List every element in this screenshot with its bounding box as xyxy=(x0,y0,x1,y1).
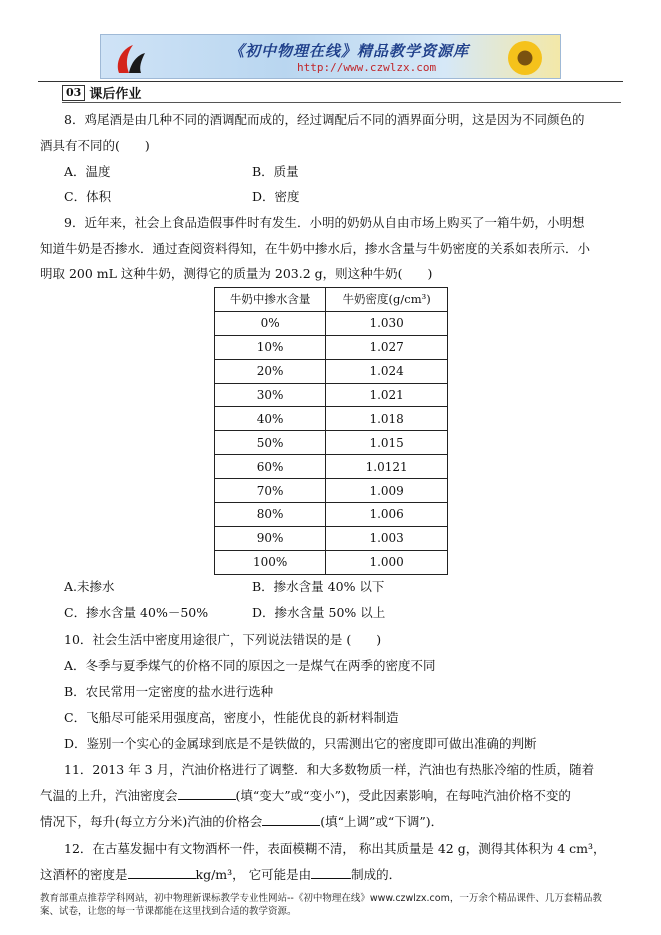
footer-line1: 教育部重点推荐学科网站，初中物理新课标教学专业性网站--《初中物理在线》www.czwlzx.com，一万余个精品课件、几万套精品教 xyxy=(40,893,602,904)
q11-blank-price[interactable] xyxy=(262,813,320,826)
q9-line3: 明取 200 mL 这种牛奶，测得它的质量为 203.2 g，则这种牛奶( ) xyxy=(40,266,433,281)
density-cell: 1.021 xyxy=(326,383,448,407)
banner-url[interactable]: http://www.czwlzx.com xyxy=(297,61,437,74)
section-heading xyxy=(62,83,141,102)
q8-option-c: C．体积 xyxy=(64,189,112,204)
table-row xyxy=(215,455,448,479)
q8-option-b: B．质量 xyxy=(252,164,299,179)
table-row xyxy=(215,407,448,431)
water-content-cell: 70% xyxy=(215,479,326,503)
q12-line1: 12．在古墓发掘中有文物酒杯一件，表面模糊不清， 称出其质量是 42 g，测得其体积为 4 cm³， xyxy=(64,841,606,856)
q9-line2: 知道牛奶是否掺水．通过查阅资料得知，在牛奶中掺水后，掺水含量与牛奶密度的关系如表所示．小 xyxy=(40,241,591,256)
q11-line1: 11．2013 年 3 月，汽油价格进行了调整．和大多数物质一样，汽油也有热胀冷缩的性质，随着 xyxy=(64,762,595,777)
table-row xyxy=(215,383,448,407)
table-row xyxy=(215,311,448,335)
footer-line2: 案、试卷，让您的每一节课都能在这里找到合适的教学资源。 xyxy=(40,906,297,917)
table-row xyxy=(215,431,448,455)
table-header-cell: 牛奶中掺水含量 xyxy=(215,288,326,312)
q11-line3 xyxy=(40,812,443,830)
q12-line2-text-a: 这酒杯的密度是 xyxy=(40,867,128,882)
water-content-cell: 80% xyxy=(215,503,326,527)
section-label: 课后作业 xyxy=(89,87,142,102)
q9-option-a: A.未掺水 xyxy=(64,579,115,594)
q10-stem: 10．社会生活中密度用途很广，下列说法错误的是 ( ) xyxy=(64,632,382,647)
table-row xyxy=(215,359,448,383)
q12-line2-text-b: kg/m³， 它可能是由 xyxy=(195,867,312,882)
water-content-cell: 100% xyxy=(215,550,326,574)
q12-line2 xyxy=(40,865,401,883)
density-cell: 1.003 xyxy=(326,526,448,550)
density-cell: 1.006 xyxy=(326,503,448,527)
sunflower-icon xyxy=(508,41,542,75)
section-number: 03 xyxy=(62,85,85,101)
q11-line2 xyxy=(40,786,571,804)
header-divider xyxy=(38,81,623,82)
q11-line2-text-b: (填“变大”或“变小”)，受此因素影响，在每吨汽油价格不变的 xyxy=(235,788,571,803)
q9-line1: 9．近年来，社会上食品造假事件时有发生．小明的奶奶从自由市场上购买了一箱牛奶，小明想 xyxy=(64,215,585,230)
q11-line3-text-b: (填“上调”或“下调”)． xyxy=(320,814,444,829)
milk-density-table xyxy=(214,287,448,575)
q9-option-d: D．掺水含量 50% 以上 xyxy=(252,605,386,620)
water-content-cell: 10% xyxy=(215,335,326,359)
section-divider xyxy=(62,102,621,103)
table-header-row xyxy=(215,288,448,312)
q12-line2-text-c: 制成的． xyxy=(351,867,402,882)
q10-option-b: B．农民常用一定密度的盐水进行选种 xyxy=(64,684,274,699)
q10-option-a: A．冬季与夏季煤气的价格不同的原因之一是煤气在两季的密度不同 xyxy=(64,658,436,673)
water-content-cell: 20% xyxy=(215,359,326,383)
density-cell: 1.030 xyxy=(326,311,448,335)
density-cell: 1.015 xyxy=(326,431,448,455)
q10-option-c: C．飞船尽可能采用强度高，密度小，性能优良的新材料制造 xyxy=(64,710,399,725)
q11-line3-text-a: 情况下，每升(每立方分米)汽油的价格会 xyxy=(40,814,263,829)
table-row xyxy=(215,335,448,359)
density-cell: 1.0121 xyxy=(326,455,448,479)
density-cell: 1.009 xyxy=(326,479,448,503)
q11-line2-text-a: 气温的上升，汽油密度会 xyxy=(40,788,178,803)
q11-blank-density[interactable] xyxy=(178,787,236,800)
table-row xyxy=(215,526,448,550)
water-content-cell: 50% xyxy=(215,431,326,455)
q8-option-a: A．温度 xyxy=(64,164,111,179)
water-content-cell: 40% xyxy=(215,407,326,431)
q12-blank-material[interactable] xyxy=(311,866,351,879)
q9-option-c: C．掺水含量 40%－50% xyxy=(64,605,209,620)
water-content-cell: 60% xyxy=(215,455,326,479)
density-cell: 1.018 xyxy=(326,407,448,431)
density-cell: 1.024 xyxy=(326,359,448,383)
q8-line2: 酒具有不同的( ) xyxy=(40,138,150,153)
header-banner xyxy=(100,34,561,79)
table-row xyxy=(215,550,448,574)
q8-line1: 8．鸡尾酒是由几种不同的酒调配而成的，经过调配后不同的酒界面分明，这是因为不同颜色的 xyxy=(64,112,585,127)
q9-option-b: B．掺水含量 40% 以下 xyxy=(252,579,385,594)
q12-blank-density[interactable] xyxy=(128,866,196,879)
banner-title: 《初中物理在线》精品教学资源库 xyxy=(229,42,470,60)
water-content-cell: 0% xyxy=(215,311,326,335)
site-logo-icon xyxy=(111,39,149,77)
page-footer xyxy=(40,892,625,918)
table-body xyxy=(215,311,448,574)
table-row xyxy=(215,503,448,527)
density-cell: 1.027 xyxy=(326,335,448,359)
water-content-cell: 30% xyxy=(215,383,326,407)
q10-option-d: D．鉴别一个实心的金属球到底是不是铁做的，只需测出它的密度即可做出准确的判断 xyxy=(64,736,537,751)
table-row xyxy=(215,479,448,503)
q8-option-d: D．密度 xyxy=(252,189,300,204)
water-content-cell: 90% xyxy=(215,526,326,550)
density-cell: 1.000 xyxy=(326,550,448,574)
table-header-cell: 牛奶密度(g/cm³) xyxy=(326,288,448,312)
